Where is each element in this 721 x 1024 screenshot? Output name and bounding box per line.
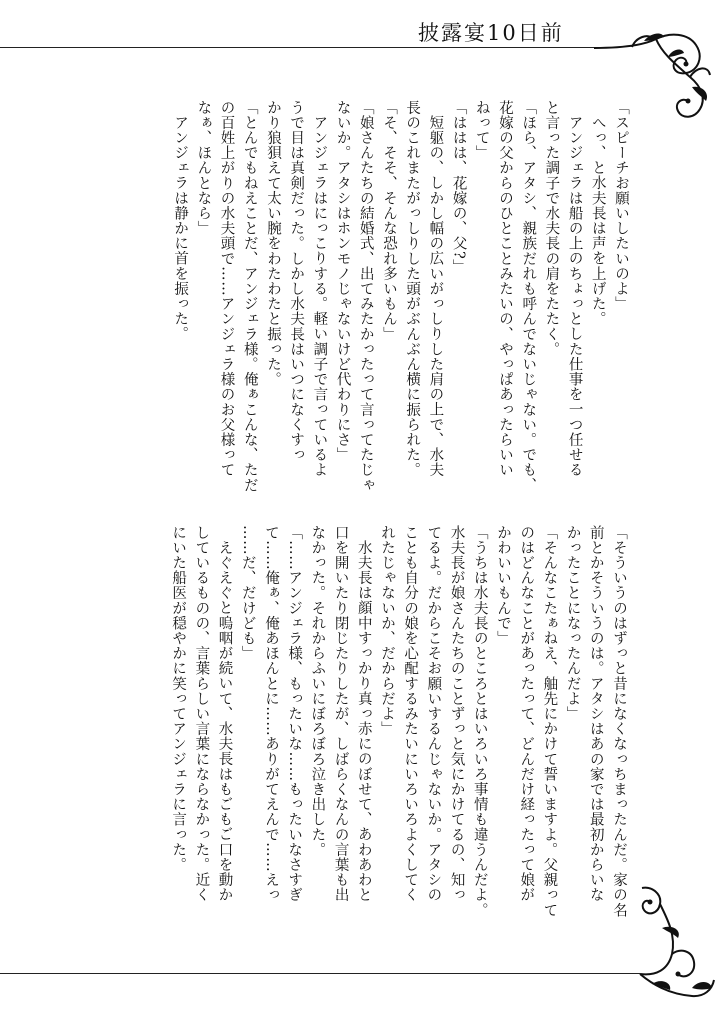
footer-rule [0,973,640,974]
text-line: ことも自分の娘を心配するみたいにいろいろよくしてく [402,525,419,903]
text-line: うで目は真剣だった。しかし水夫長はいつになくすっ [288,100,305,463]
chapter-title: 披露宴10日前 [418,21,564,45]
text-line: ……だ、だけども」 [239,525,256,661]
text-line: 「……アンジェラ様、もったいな……もったいなさすぎ [286,525,303,903]
text-line: かったことになったんだよ」 [564,525,581,722]
text-line: 「ほら、アタシ、親族だれも呼んでないじゃない。でも、 [520,100,537,493]
text-line: 「とんでもねえことだ、アンジェラ様。俺ぁこんな、ただ [241,100,258,493]
text-line: 「そんなこたぁねえ、舳先にかけて誓いますよ。父親って [541,525,558,918]
bottom-right-flourish-ornament [632,884,718,1004]
text-line: 口を開いたり閉じたりしたが、しばらくなんの言葉も出 [332,525,349,903]
text-line: 「スピーチお願いしたいのよ」 [613,100,629,312]
text-line: 前とかそういうのは。アタシはあの家では最初からいな [587,525,604,903]
text-line: かり狼狽えて太い腕をわたわたと振った。 [264,100,281,387]
text-line: の百姓上がりの水夫頭で……アンジェラ様のお父様って [218,100,235,478]
text-line: 「そういうのはずっと昔になくなっちまったんだ。家の名 [611,525,627,918]
text-line: のはどんなことがあったって、どんだけ経ったって娘が [518,525,535,903]
text-line: 「うちは水夫長のところとはいろいろ事情も違うんだよ。 [471,525,488,918]
text-line: なぁ、ほんとなら」 [195,100,212,236]
text-line: 短躯の、しかし幅の広いがっしりした肩の上で、水夫 [427,114,444,477]
text-line: 花嫁の父からのひとことみたいの、やっぱあったらいい [496,100,513,478]
text-line: 水夫長は顔中すっかり真っ赤にのぼせて、あわあわと [355,539,372,902]
text-line: と言った調子で水夫長の肩をたたく。 [543,100,560,357]
text-line: アンジェラは船の上のちょっとした仕事を一つ任せる [566,114,583,477]
text-line: にいた船医が穏やかに笑ってアンジェラに言った。 [170,525,187,873]
text-line: へっ、と水夫長は声を上げた。 [589,114,606,326]
text-line: えぐえぐと嗚咽が続いて、水夫長はもごもご口を動か [216,539,233,902]
text-line: 水夫長が娘さんたちのことずっと気にかけてるの、知っ [448,525,465,903]
text-line: アンジェラは静かに首を振った。 [172,114,189,341]
flourish-icon [632,884,718,1004]
text-line: 長のこれまたがっしりした頭がぶんぶん横に振られた。 [404,100,421,478]
text-line: かわいいもんで」 [494,525,511,646]
text-line: なかった。それからふいにぼろぼろ泣き出した。 [309,525,326,858]
lower-text-block [166,525,630,918]
text-line: て……俺ぁ、俺あほんとに……ありがてえんで……えっ [262,525,279,903]
text-line: ねって」 [473,100,490,161]
text-line: しているものの、言葉らしい言葉にならなかった。近く [193,525,210,903]
text-line: 「そ、そそ、そんな恐れ多いもん」 [380,100,397,342]
text-line: てるよ。だからこそお願いするんじゃないか。アタシの [425,525,442,903]
text-line: れたじゃないか、だからだよ」 [378,525,395,737]
upper-text-block [168,100,632,493]
text-line: 「ははは、花嫁の、父?」 [450,100,467,275]
text-line: ないか。アタシはホンモノじゃないけど代わりにさ」 [334,100,351,463]
text-line: 「娘さんたちの結婚式、出てみたかったって言ってたじゃ [357,100,374,493]
text-line: アンジェラはにっこりする。軽い調子で言っているよ [311,114,328,477]
header-rule [0,47,610,48]
